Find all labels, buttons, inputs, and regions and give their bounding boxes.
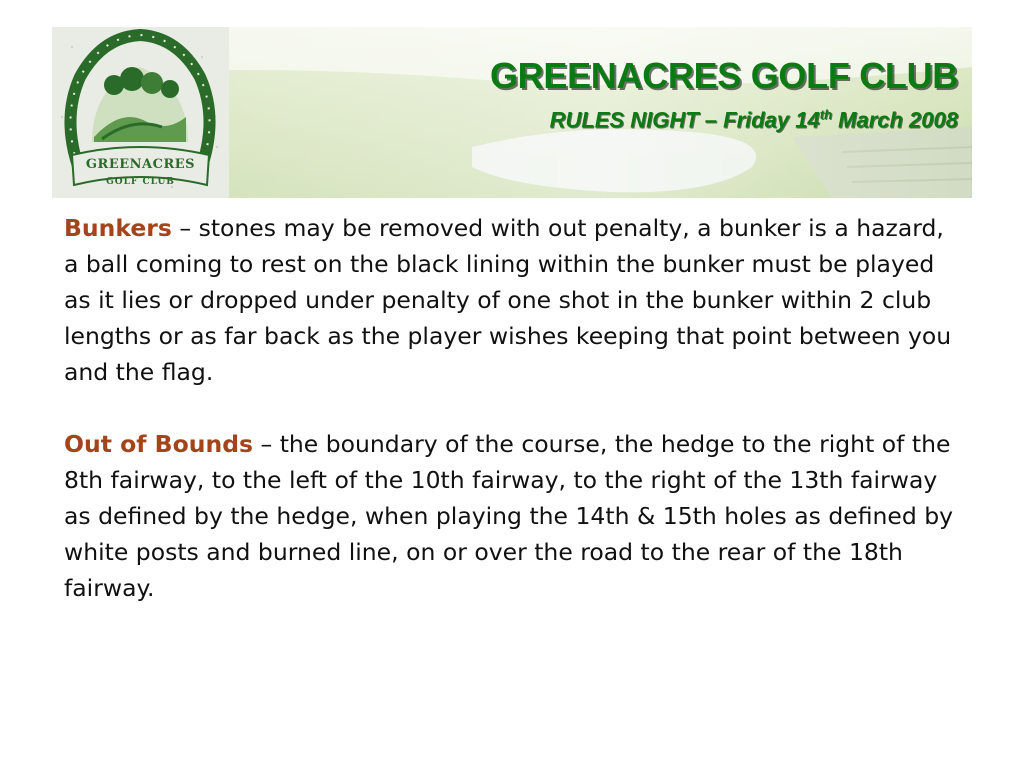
rule-term: Bunkers [64,214,172,242]
rule-term: Out of Bounds [64,430,253,458]
rule-paragraph-bunkers [64,210,954,390]
subtitle-main: RULES NIGHT – Friday 14 [549,107,820,133]
header-banner [52,27,972,198]
page-subtitle [550,107,958,133]
subtitle-end: March 2008 [832,107,958,133]
logo-sub-text: GOLF CLUB [106,177,175,187]
greenacres-logo [52,27,229,198]
page-title: GREENACRES GOLF CLUB [489,55,958,96]
logo-name-text: GREENACRES [85,157,196,172]
rules-content [64,210,954,606]
rule-text: – stones may be removed with out penalty, a bunker is a hazard, a ball coming to rest on the black lining within the bunker must be played as it lies or dropped under penalty of one shot in the bunker within 2 club lengths or as far back as the player wishes keeping that point between you and the flag. [64,214,952,386]
subtitle-ordinal: th [819,107,833,122]
rule-text: – the boundary of the course, the hedge to the right of the 8th fairway, to the left of the 10th fairway, to the right of the 13th fairway as defined by the hedge, when playing the 14th & 15th holes as defined by white posts and burned line, on or over the road to the rear of the 18th fairway. [64,430,954,602]
rule-paragraph-out-of-bounds [64,426,954,606]
